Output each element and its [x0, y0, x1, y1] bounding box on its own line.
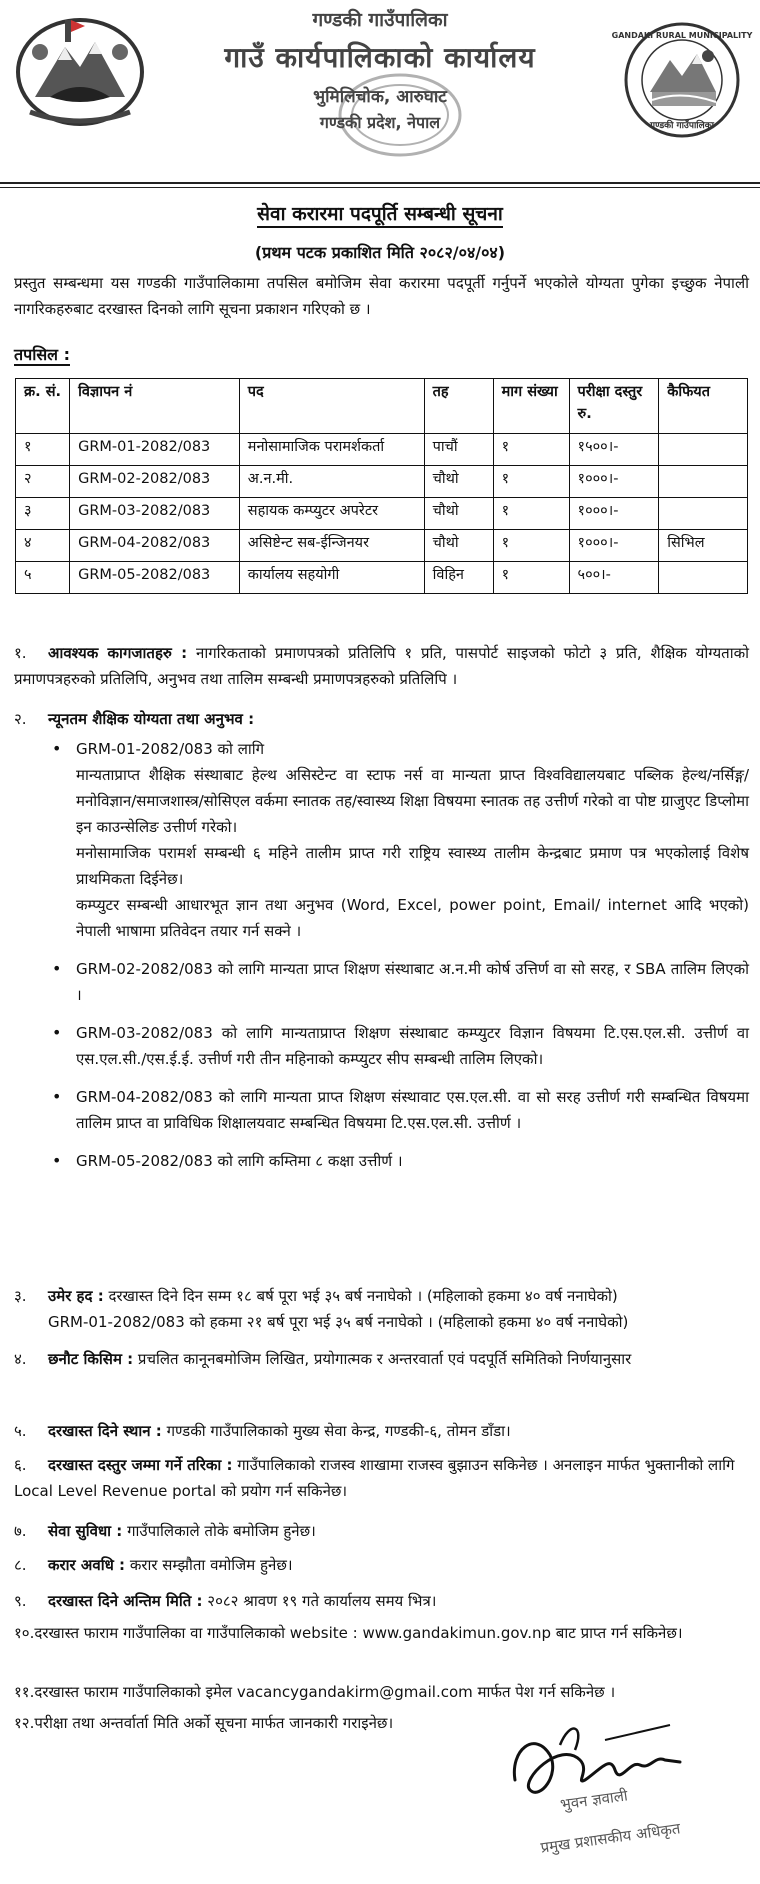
section-deadline: ९. दरखास्त दिने अन्तिम मिति : २०८२ श्रावण १९ गते कार्यालय समय भित्र।: [14, 1592, 437, 1610]
vacancy-table: [15, 378, 748, 594]
svg-text:गण्डकी गाउँपालिका: गण्डकी गाउँपालिका: [650, 121, 714, 131]
cell-ad-number: GRM-01-2082/083: [70, 434, 240, 466]
section-text: करार सम्झौता वमोजिम हुनेछ।: [129, 1556, 293, 1574]
section-application-email: ११.दरखास्त फाराम गाउँपालिकाको इमेल vacancygandakirm@gmail.com मार्फत पेश गर्न सकिनेछ ।: [14, 1683, 616, 1701]
list-item: • GRM-04-2082/083 को लागि मान्यता प्राप्त शिक्षण संस्थावाट एस.एल.सी. वा सो सरह उत्तीर्ण गरी सम्बन्धित विषयमा तालिम प्राप्त वा प्राविधिक शिक्षालयवाट सम्बन्धित विषयमा टि.एस.एल.सी. उत्तीर्ण ।: [14, 1084, 749, 1136]
section-fee-payment: ६. दरखास्त दस्तुर जम्मा गर्ने तरिका : गाउँपालिकाको राजस्व शाखामा राजस्व बुझाउन सकिनेछ । अनलाइन मार्फत भुक्तानीको लागि Local Level Revenue portal को प्रयोग गर्न सकिनेछ।: [14, 1456, 735, 1500]
cell-post: अ.न.मी.: [239, 466, 424, 498]
section-label: दरखास्त दिने स्थान :: [48, 1422, 162, 1440]
cell-demand: १: [493, 498, 569, 530]
cell-fee: १०००।-: [569, 498, 659, 530]
list-item: • GRM-05-2082/083 को लागि कम्तिमा ८ कक्षा उत्तीर्ण ।: [14, 1148, 749, 1174]
cell-remarks: [659, 498, 748, 530]
section-text: नागरिकताको प्रमाणपत्रको प्रतिलिपि १ प्रति, पासपोर्ट साइजको फोटो ३ प्रति, शैक्षिक योग्यताको प्रमाणपत्रहरुको प्रतिलिपि, अनुभव तथा तालिम सम्बन्धी प्रमाणपत्रहरुको प्रतिलिपि ।: [14, 644, 750, 688]
cell-ad-number: GRM-02-2082/083: [70, 466, 240, 498]
cell-post: सहायक कम्प्युटर अपरेटर: [239, 498, 424, 530]
cell-remarks: [659, 434, 748, 466]
cell-serial: २: [16, 466, 70, 498]
cell-fee: १०००।-: [569, 466, 659, 498]
cell-ad-number: GRM-03-2082/083: [70, 498, 240, 530]
cell-level: विहिन: [424, 562, 493, 594]
table-row: [16, 530, 748, 562]
section-selection-method: ४. छनौट किसिम : प्रचलित कानूनबमोजिम लिखित, प्रयोगात्मक र अन्तरवार्ता एवं पदपूर्ति समितिको निर्णयानुसार: [14, 1350, 632, 1368]
signatory-title: प्रमुख प्रशासकीय अधिकृत: [539, 1819, 682, 1857]
col-fee: परीक्षा दस्तुर रु.: [569, 379, 659, 434]
cell-serial: ४: [16, 530, 70, 562]
section-text: प्रचलित कानूनबमोजिम लिखित, प्रयोगात्मक र अन्तरवार्ता एवं पदपूर्ति समितिको निर्णयानुसार: [137, 1350, 632, 1368]
section-text: गण्डकी गाउँपालिकाको मुख्य सेवा केन्द्र, गण्डकी-६, तोमन डाँडा।: [166, 1422, 511, 1440]
section-qualification: २. न्यूनतम शैक्षिक योग्यता तथा अनुभव : • GRM-01-2082/083 को लागि मान्यताप्राप्त शैक्षिक संस्थाबाट हेल्थ असिस्टेन्ट वा स्टाफ नर्स वा मान्यता प्राप्त विश्वविद्यालयबाट पब्लिक हेल्थ/नर्सिङ्ग/मनोविज्ञान/समाजशास्त्र/सोसिएल वर्कमा स्नातक तह/स्वास्थ्य शिक्षा विषयमा स्नातक तह उत्तीर्ण गरेको वा पोष्ट ग्राजुएट डिप्लोमा इन काउन्सेलिङ उत्तीर्ण गरेको। मनोसामाजिक परामर्श सम्बन्धी ६ महिने तालीम प्राप्त गरी राष्ट्रिय स्वास्थ्य तालीम केन्द्रबाट प्रमाण पत्र भएकोलाई विशेष प्राथमिकता दिईनेछ। कम्प्युटर सम्बन्धी आधारभूत ज्ञान तथा अनुभव (Word, Excel, power point, Email/ internet आदि भएको) नेपाली भाषामा प्रतिवेदन तयार गर्न सक्ने । • GRM-02-2082/083 को लागि मान्यता प्राप्त शिक्षण संस्थाबाट अ.न.मी कोर्ष उत्तिर्ण वा सो सरह, र SBA तालिम लिएको । • GRM-03-2082/083 को लागि मान्यताप्राप्त शिक्षण संस्थाबाट कम्प्युटर विज्ञान विषयमा टि.एस.एल.सी. उत्तीर्ण वा एस.एल.सी./एस.ई.ई. उत्तीर्ण गरी तीन महिनाको कम्प्युटर सीप सम्बन्धी तालिम लिएको। • GRM-04-2082/083 को लागि मान्यता प्राप्त शिक्षण संस्थावाट एस.एल.सी. वा सो सरह उत्तीर्ण गरी सम्बन्धित विषयमा तालिम प्राप्त वा प्राविधिक शिक्षालयवाट सम्बन्धित विषयमा टि.एस.एल.सी. उत्तीर्ण । • GRM-05-2082/083 को लागि कम्तिमा ८ कक्षा उत्तीर्ण ।: [14, 706, 749, 1174]
section-text: दरखास्त दिने दिन सम्म १८ बर्ष पूरा भई ३५ बर्ष ननाघेको । (महिलाको हकमा ४० वर्ष ननाघेको): [108, 1287, 618, 1305]
cell-level: चौथो: [424, 530, 493, 562]
svg-text:GANDAKI RURAL MUNICIPALITY: GANDAKI RURAL MUNICIPALITY: [611, 31, 753, 40]
cell-post: असिष्टेन्ट सब-ईन्जिनयर: [239, 530, 424, 562]
section-label: करार अवधि :: [48, 1556, 126, 1574]
section-label: आवश्यक कागजातहरु :: [48, 644, 188, 662]
cell-remarks: सिभिल: [659, 530, 748, 562]
cell-fee: ५००।-: [569, 562, 659, 594]
col-remarks: कैफियत: [659, 379, 748, 434]
header-divider: [0, 182, 760, 188]
cell-ad-number: GRM-05-2082/083: [70, 562, 240, 594]
table-row: [16, 562, 748, 594]
signatory-name: भुवन ज्ञवाली: [559, 1786, 629, 1814]
section-label: दरखास्त दिने अन्तिम मिति :: [48, 1592, 203, 1610]
publication-date: (प्रथम पटक प्रकाशित मिति २०८२/०४/०४): [254, 243, 506, 262]
gandaki-rural-municipality-logo-icon: [611, 20, 753, 140]
cell-level: चौथो: [424, 498, 493, 530]
section-age-limit: ३. उमेर हद : दरखास्त दिने दिन सम्म १८ बर्ष पूरा भई ३५ बर्ष ननाघेको । (महिलाको हकमा ४० वर्ष ननाघेको) GRM-01-2082/083 को हकमा २१ बर्ष पूरा भई ३५ बर्ष ननाघेको । (महिलाको हकमा ४० वर्ष ननाघेको): [14, 1283, 749, 1335]
section-label: छनौट किसिम :: [48, 1350, 134, 1368]
section-label: सेवा सुविधा :: [48, 1522, 123, 1540]
col-level: तह: [424, 379, 493, 434]
cell-serial: ३: [16, 498, 70, 530]
cell-demand: १: [493, 434, 569, 466]
col-serial: क्र. सं.: [16, 379, 70, 434]
section-service-facility: ७. सेवा सुविधा : गाउँपालिकाले तोके बमोजिम हुनेछ।: [14, 1522, 316, 1540]
table-header-row: [16, 379, 748, 434]
cell-demand: १: [493, 466, 569, 498]
details-label: तपसिल :: [14, 345, 70, 364]
col-demand: माग संख्या: [493, 379, 569, 434]
cell-ad-number: GRM-04-2082/083: [70, 530, 240, 562]
table-row: [16, 498, 748, 530]
nepal-emblem-icon: [10, 12, 150, 132]
office-address: भुमिलिचोक, आरुघाट: [313, 87, 447, 107]
section-label: दरखास्त दस्तुर जम्मा गर्ने तरिका :: [48, 1456, 233, 1474]
table-row: [16, 466, 748, 498]
letterhead: [0, 0, 760, 190]
cell-remarks: [659, 562, 748, 594]
cell-post: कार्यालय सहयोगी: [239, 562, 424, 594]
section-label: उमेर हद :: [48, 1287, 104, 1305]
section-text: GRM-01-2082/083 को हकमा २१ बर्ष पूरा भई ३५ बर्ष ननाघेको । (महिलाको हकमा ४० वर्ष ननाघेको): [48, 1313, 629, 1331]
section-text: २०८२ श्रावण १९ गते कार्यालय समय भित्र।: [207, 1592, 437, 1610]
cell-post: मनोसामाजिक परामर्शकर्ता: [239, 434, 424, 466]
cell-demand: १: [493, 562, 569, 594]
cell-serial: ५: [16, 562, 70, 594]
section-text: गाउँपालिकाको राजस्व शाखामा राजस्व बुझाउन सकिनेछ । अनलाइन मार्फत भुक्तानीको लागि Local Level Revenue portal को प्रयोग गर्न सकिनेछ।: [14, 1456, 735, 1500]
office-name: गाउँ कार्यपालिकाको कार्यालय: [224, 41, 536, 74]
list-item: • GRM-01-2082/083 को लागि मान्यताप्राप्त शैक्षिक संस्थाबाट हेल्थ असिस्टेन्ट वा स्टाफ नर्स वा मान्यता प्राप्त विश्वविद्यालयबाट पब्लिक हेल्थ/नर्सिङ्ग/मनोविज्ञान/समाजशास्त्र/सोसिएल वर्कमा स्नातक तह/स्वास्थ्य शिक्षा विषयमा स्नातक तह उत्तीर्ण गरेको वा पोष्ट ग्राजुएट डिप्लोमा इन काउन्सेलिङ उत्तीर्ण गरेको। मनोसामाजिक परामर्श सम्बन्धी ६ महिने तालीम प्राप्त गरी राष्ट्रिय स्वास्थ्य तालीम केन्द्रबाट प्रमाण पत्र भएकोलाई विशेष प्राथमिकता दिईनेछ। कम्प्युटर सम्बन्धी आधारभूत ज्ञान तथा अनुभव (Word, Excel, power point, Email/ internet आदि भएको) नेपाली भाषामा प्रतिवेदन तयार गर्न सक्ने ।: [14, 736, 749, 944]
section-contract-period: ८. करार अवधि : करार सम्झौता वमोजिम हुनेछ।: [14, 1556, 293, 1574]
cell-level: चौथो: [424, 466, 493, 498]
cell-fee: १५००।-: [569, 434, 659, 466]
col-post: पद: [239, 379, 424, 434]
list-item: • GRM-02-2082/083 को लागि मान्यता प्राप्त शिक्षण संस्थाबाट अ.न.मी कोर्ष उत्तिर्ण वा सो सरह, र SBA तालिम लिएको ।: [14, 956, 749, 1008]
table-row: [16, 434, 748, 466]
province-name: गण्डकी प्रदेश, नेपाल: [319, 113, 441, 132]
cell-demand: १: [493, 530, 569, 562]
notice-title: सेवा करारमा पदपूर्ति सम्बन्धी सूचना: [0, 200, 760, 226]
cell-level: पाचौं: [424, 434, 493, 466]
cell-serial: १: [16, 434, 70, 466]
section-application-form-website: १०.दरखास्त फाराम गाउँपालिका वा गाउँपालिकाको website : www.gandakimun.gov.np बाट प्राप्त गर्न सकिनेछ।: [14, 1624, 683, 1642]
cell-fee: १०००।-: [569, 530, 659, 562]
col-ad-number: विज्ञापन नं: [70, 379, 240, 434]
section-application-place: ५. दरखास्त दिने स्थान : गण्डकी गाउँपालिकाको मुख्य सेवा केन्द्र, गण्डकी-६, तोमन डाँडा।: [14, 1422, 511, 1440]
section-required-documents: १. आवश्यक कागजातहरु : नागरिकताको प्रमाणपत्रको प्रतिलिपि १ प्रति, पासपोर्ट साइजको फोटो ३ प्रति, शैक्षिक योग्यताको प्रमाणपत्रहरुको प्रतिलिपि, अनुभव तथा तालिम सम्बन्धी प्रमाणपत्रहरुको प्रतिलिपि ।: [14, 644, 750, 688]
cell-remarks: [659, 466, 748, 498]
municipality-name: गण्डकी गाउँपालिका: [312, 9, 448, 31]
section-label: न्यूनतम शैक्षिक योग्यता तथा अनुभव :: [48, 710, 255, 728]
section-text: गाउँपालिकाले तोके बमोजिम हुनेछ।: [127, 1522, 316, 1540]
section-exam-date: १२.परीक्षा तथा अन्तर्वार्ता मिति अर्को सूचना मार्फत जानकारी गराइनेछ।: [14, 1714, 394, 1732]
office-stamp-icon: [335, 70, 465, 160]
notice-intro: प्रस्तुत सम्बन्धमा यस गण्डकी गाउँपालिकामा तपसिल बमोजिम सेवा करारमा पदपूर्ती गर्नुपर्ने भएकोले योग्यता पुगेका इच्छुक नेपाली नागरिकहरुबाट दरखास्त दिनको लागि सूचना प्रकाशन गरिएको छ ।: [14, 274, 749, 318]
list-item: • GRM-03-2082/083 को लागि मान्यताप्राप्त शिक्षण संस्थाबाट कम्प्युटर विज्ञान विषयमा टि.एस.एल.सी. उत्तीर्ण वा एस.एल.सी./एस.ई.ई. उत्तीर्ण गरी तीन महिनाको कम्प्युटर सीप सम्बन्धी तालिम लिएको।: [14, 1020, 749, 1072]
